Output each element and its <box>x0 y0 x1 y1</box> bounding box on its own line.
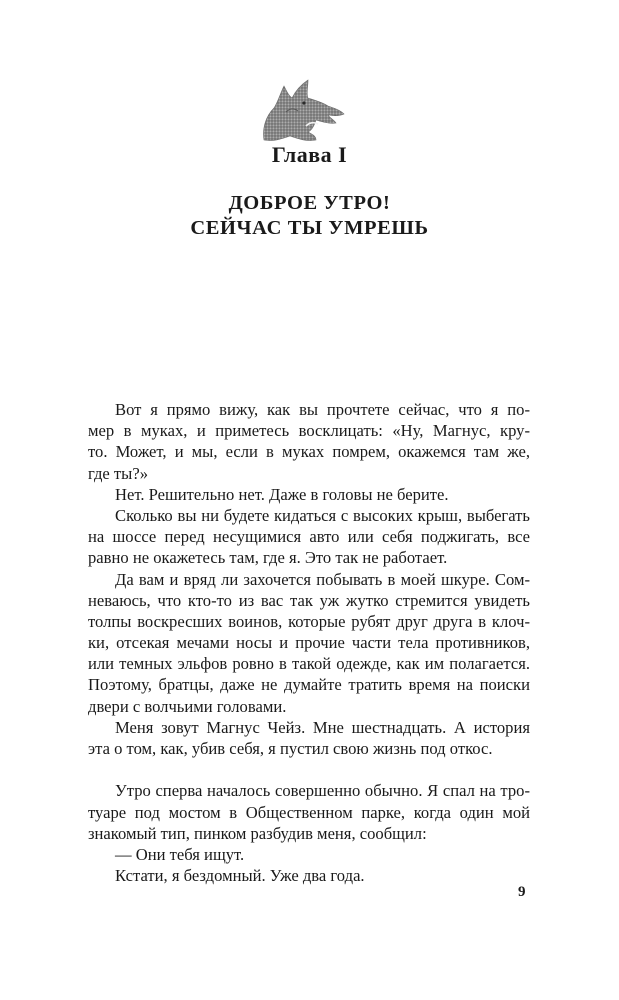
chapter-title <box>0 191 619 241</box>
text-line: на шоссе перед несущимися авто или себя поджигать, все <box>88 527 530 547</box>
paragraph <box>88 717 530 759</box>
text-line: то. Может, и мы, если в муках помрем, окажемся там же, <box>88 442 530 462</box>
text-line: Нет. Решительно нет. Даже в головы не берите. <box>115 484 449 504</box>
section-break <box>88 759 530 780</box>
text-line: где ты?» <box>88 463 148 483</box>
text-line: Меня зовут Магнус Чейз. Мне шестнадцать. А история <box>115 717 530 737</box>
paragraph <box>88 844 530 865</box>
text-line: мер в муках, и приметесь восклицать: «Ну, Магнус, кру- <box>88 421 530 441</box>
text-line: Утро сперва началось совершенно обычно. Я спал на тро- <box>115 781 530 801</box>
text-line: Да вам и вряд ли захочется побывать в моей шкуре. Сом- <box>115 569 530 589</box>
text-line: Вот я прямо вижу, как вы прочтете сейчас, что я по- <box>115 400 530 419</box>
text-line: туаре под мостом в Общественном парке, когда один мой <box>88 802 530 822</box>
text-line: Сколько вы ни будете кидаться с высоких крыш, выбегать <box>115 505 530 525</box>
paragraph <box>88 865 530 886</box>
paragraph <box>88 505 530 569</box>
text-line: знакомый тип, пинком разбудив меня, сообщил: <box>88 823 427 843</box>
text-line: толпы воскресших воинов, которые рубят друг друга в клоч- <box>88 611 530 631</box>
text-line: двери с волчьими головами. <box>88 696 287 716</box>
chapter-title-line: ДОБРОЕ УТРО! <box>228 192 391 214</box>
text-line: ки, отсекая мечами носы и прочие части тела противников, <box>88 633 530 653</box>
text-line: эта о том, как, убив себя, я пустил свою жизнь под откос. <box>88 739 493 758</box>
text-line: или темных эльфов ровно в такой одежде, как им полагается. <box>88 654 530 674</box>
text-line: Поэтому, братцы, даже не думайте тратить время на поиски <box>88 675 530 695</box>
text-line: — Они тебя ищут. <box>115 844 245 864</box>
body-text <box>88 399 530 886</box>
wolf-head-ornament-icon <box>256 78 348 146</box>
page-number: 9 <box>518 884 526 900</box>
text-line: Кстати, я бездомный. Уже два года. <box>115 866 365 886</box>
text-line: равно не окажетесь там, где я. Это так не работает. <box>88 548 448 568</box>
paragraph <box>88 484 530 505</box>
paragraph <box>88 780 530 844</box>
paragraph <box>88 399 530 484</box>
chapter-label: Глава I <box>271 142 348 167</box>
paragraph <box>88 569 530 717</box>
text-line: неваюсь, что кто-то из вас так уж жутко стремится увидеть <box>88 590 530 610</box>
chapter-title-line: СЕЙЧАС ТЫ УМРЕШЬ <box>190 217 429 239</box>
